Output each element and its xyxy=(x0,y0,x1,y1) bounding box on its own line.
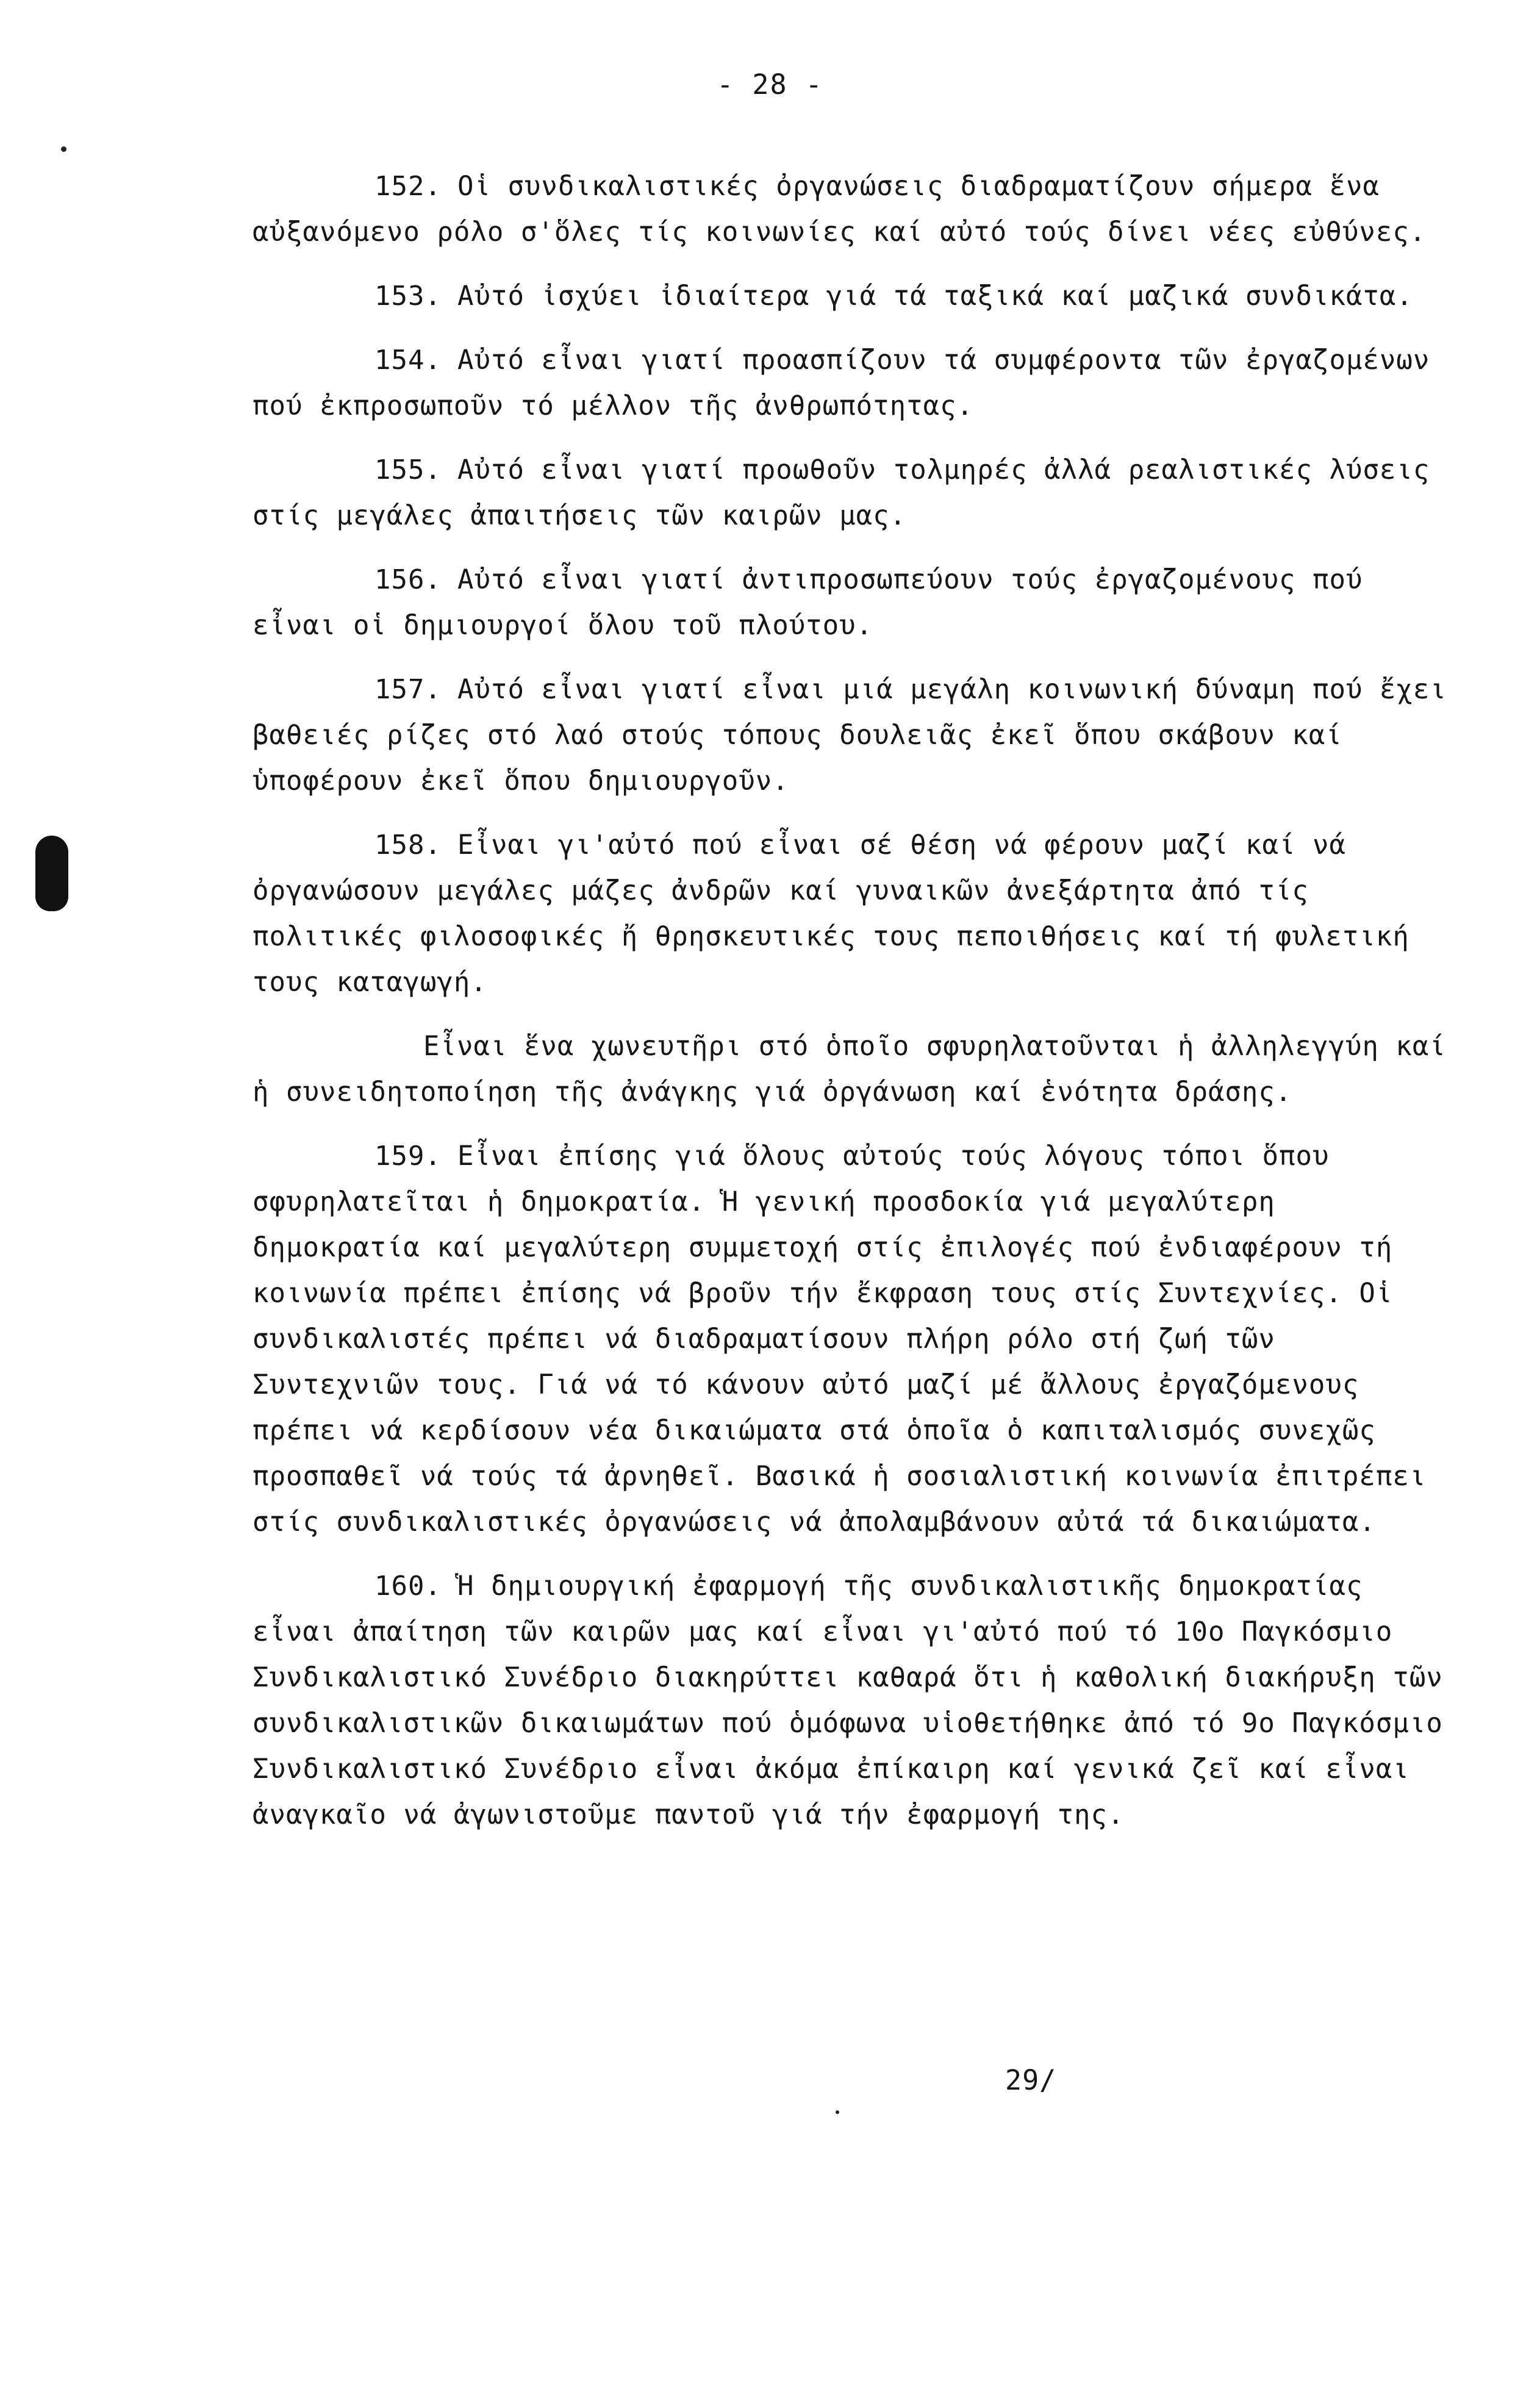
paragraph-number: 153. xyxy=(374,281,442,312)
paragraph-number: 156. xyxy=(374,564,442,595)
paragraph-number: 154. xyxy=(374,345,442,376)
paragraph-text: Εἶναι γι'αὐτό πού εἶναι σέ θέση νά φέρουν μαζί καί νά ὀργανώσουν μεγάλες μάζες ἀνδρῶν καί γυναικῶν ἀνεξάρτητα ἀπό τίς πολιτικές φιλοσοφικές ἤ θρησκευτικές τους πεποιθήσεις καί τή φυλετική τους καταγωγή. xyxy=(252,830,1409,998)
paragraph-number: 157. xyxy=(374,674,442,705)
paragraph-text: Οἱ συνδικαλιστικές ὀργανώσεις διαδραματίζουν σήμερα ἕνα αὐξανόμενο ρόλο σ'ὅλες τίς κοινωνίες καί αὐτό τούς δίνει νέες εὐθύνες. xyxy=(252,171,1427,248)
paragraph-text: Αὐτό εἶναι γιατί προωθοῦν τολμηρές ἀλλά ρεαλιστικές λύσεις στίς μεγάλες ἀπαιτήσεις τῶν καιρῶν μας. xyxy=(252,454,1430,531)
paragraph-153 xyxy=(252,273,1448,319)
paragraph-152 xyxy=(252,163,1448,255)
scan-speck xyxy=(61,146,66,152)
paragraph-text: Αὐτό εἶναι γιατί ἀντιπροσωπεύουν τούς ἐργαζομένους πού εἶναι οἱ δημιουργοί ὅλου τοῦ πλούτου. xyxy=(252,564,1363,641)
paragraph-text: Εἶναι ἐπίσης γιά ὅλους αὐτούς τούς λόγους τόποι ὅπου σφυρηλατεῖται ἡ δημοκρατία. Ἡ γενική προσδοκία γιά μεγαλύτερη δημοκρατία καί μεγαλύτερη συμμετοχή στίς ἐπιλογές πού ἐνδιαφέρουν τή κοινωνία πρέπει ἐπίσης νά βροῦν τήν ἔκφραση τους στίς Συντεχνίες. Οἱ συνδικαλιστές πρέπει νά διαδραματίσουν πλήρη ρόλο στή ζωή τῶν Συντεχνιῶν τους. Γιά νά τό κάνουν αὐτό μαζί μέ ἄλλους ἐργαζόμενους πρέπει νά κερδίσουν νέα δικαιώματα στά ὁποῖα ὁ καπιταλισμός συνεχῶς προσπαθεῖ νά τούς τά ἀρνηθεῖ. Βασικά ἡ σοσιαλιστική κοινωνία ἐπιτρέπει στίς συνδικαλιστικές ὀργανώσεις νά ἀπολαμβάνουν αὐτά τά δικαιώματα. xyxy=(252,1141,1427,1538)
paragraph-155 xyxy=(252,447,1448,539)
paragraph-number: 155. xyxy=(374,454,442,486)
binder-hole-mark xyxy=(35,836,68,911)
paragraph-156 xyxy=(252,557,1448,648)
paragraph-number: 158. xyxy=(374,830,442,861)
paragraph-154 xyxy=(252,337,1448,429)
paragraph-number: 152. xyxy=(374,171,442,202)
paragraph-number: 160. xyxy=(374,1571,442,1602)
paragraph-number: 159. xyxy=(374,1141,442,1172)
scan-speck xyxy=(836,2110,839,2114)
paragraph-text: Αὐτό εἶναι γιατί εἶναι μιά μεγάλη κοινωνική δύναμη πού ἔχει βαθειές ρίζες στό λαό στούς τόπους δουλειᾶς ἐκεῖ ὅπου σκάβουν καί ὑποφέρουν ἐκεῖ ὅπου δημιουργοῦν. xyxy=(252,674,1447,797)
next-page-marker: 29/ xyxy=(1005,2064,1057,2096)
paragraph-158-continued xyxy=(252,1023,1448,1115)
paragraph-160 xyxy=(252,1563,1448,1838)
page-number: - 28 - xyxy=(717,68,823,101)
paragraph-159 xyxy=(252,1133,1448,1545)
document-body xyxy=(252,163,1448,1856)
paragraph-text: Αὐτό ἰσχύει ἰδιαίτερα γιά τά ταξικά καί μαζικά συνδικάτα. xyxy=(457,281,1413,312)
paragraph-157 xyxy=(252,667,1448,804)
paragraph-text: Εἶναι ἕνα χωνευτῆρι στό ὁποῖο σφυρηλατοῦνται ἡ ἀλληλεγγύη καί ἡ συνειδητοποίηση τῆς ἀνάγκης γιά ὀργάνωση καί ἑνότητα δράσης. xyxy=(252,1031,1446,1108)
paragraph-text: Ἡ δημιουργική ἐφαρμογή τῆς συνδικαλιστικῆς δημοκρατίας εἶναι ἀπαίτηση τῶν καιρῶν μας καί εἶναι γι'αὐτό πού τό 10ο Παγκόσμιο Συνδικαλιστικό Συνέδριο διακηρύττει καθαρά ὅτι ἡ καθολική διακήρυξη τῶν συνδικαλιστικῶν δικαιωμάτων πού ὁμόφωνα υἱοθετήθηκε ἀπό τό 9ο Παγκόσμιο Συνδικαλιστικό Συνέδριο εἶναι ἀκόμα ἐπίκαιρη καί γενικά ζεῖ καί εἶναι ἀναγκαῖο νά ἀγωνιστοῦμε παντοῦ γιά τήν ἐφαρμογή της. xyxy=(252,1571,1443,1830)
paragraph-158 xyxy=(252,822,1448,1005)
paragraph-text: Αὐτό εἶναι γιατί προασπίζουν τά συμφέροντα τῶν ἐργαζομένων πού ἐκπροσωποῦν τό μέλλον τῆς ἀνθρωπότητας. xyxy=(252,345,1430,421)
